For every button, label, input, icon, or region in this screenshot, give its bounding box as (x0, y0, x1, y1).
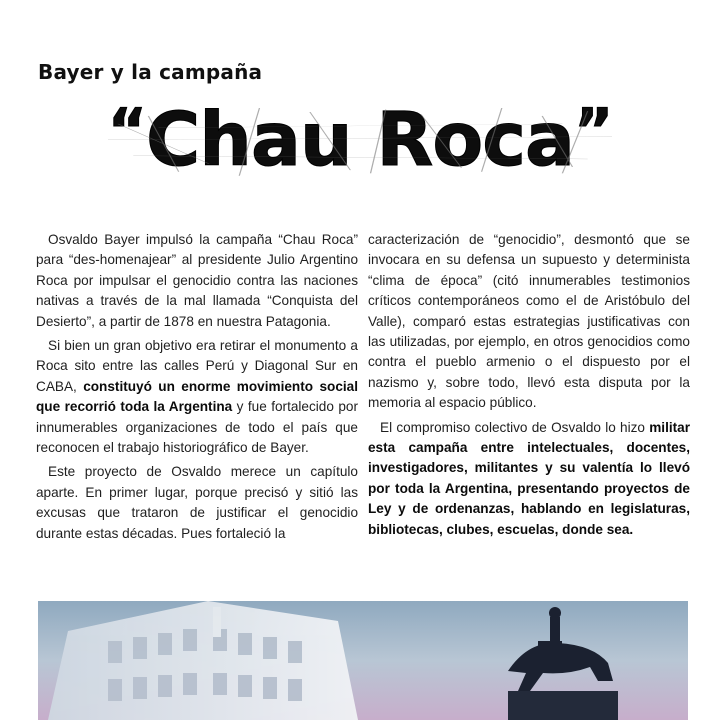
headline-close-quote: ” (574, 96, 613, 166)
article-photo (38, 601, 688, 720)
text-run: y fue fortalecido por innumerables organizaciones de todo el país que reconocen el trabajo historiográfico de Bayer. (36, 399, 359, 456)
bold-run: constituyó un enorme movimiento social que recorrió toda la Argentina (36, 378, 358, 415)
bold-run: militar esta campaña entre intelectuales, docentes, investigadores, militantes y su valentía lo llevó por toda la Argentina, presentando proyectos de Ley y de ordenanzas, hablando en legislaturas, bibliotecas, clubes, escuelas, donde sea. (368, 419, 690, 537)
headline-text: Chau Roca (146, 97, 574, 183)
text-run: Si bien un gran objetivo era retirar el monumento a Roca sito entre las calles Perú y Diagonal Sur en CABA, (36, 338, 358, 394)
paragraph: caracterización de “genocidio”, desmontó que se invocara en su defensa un supuesto y determinista “clima de época” (citó innumerables testimonios críticos contemporáneos como el de Aristóbulo del Valle), comparó estas estrategias justificativas con las utilizadas, por ejemplo, en otros genocidios como contra el pueblo armenio o el dispuesto por el nazismo y, sobre todo, llevó esta disputa por la memoria al espacio público. (368, 232, 690, 411)
headline-wrap (0, 96, 720, 183)
article-column-left (36, 230, 358, 544)
headline-open-quote: “ (107, 96, 146, 166)
text-run: El compromiso colectivo de Osvaldo lo hizo (380, 419, 650, 435)
paragraph: Osvaldo Bayer impulsó la campaña “Chau Roca” para “des-homenajear” al presidente Julio Argentino Roca por impulsar el genocidio contra las naciones nativas a través de la mal llamada “Conquista del Desierto”, a partir de 1878 en nuestra Patagonia. (36, 232, 358, 329)
paragraph: Este proyecto de Osvaldo merece un capítulo aparte. En primer lugar, porque precisó y sitió las excusas que trataron de justificar el genocidio durante estas décadas. Pues fortaleció la (36, 464, 358, 541)
article-column-right (368, 230, 690, 540)
paragraph (36, 336, 358, 458)
headline (107, 96, 613, 183)
paragraph (368, 418, 690, 540)
section-kicker: Bayer y la campaña (38, 60, 263, 84)
photo-illustration (38, 601, 688, 720)
